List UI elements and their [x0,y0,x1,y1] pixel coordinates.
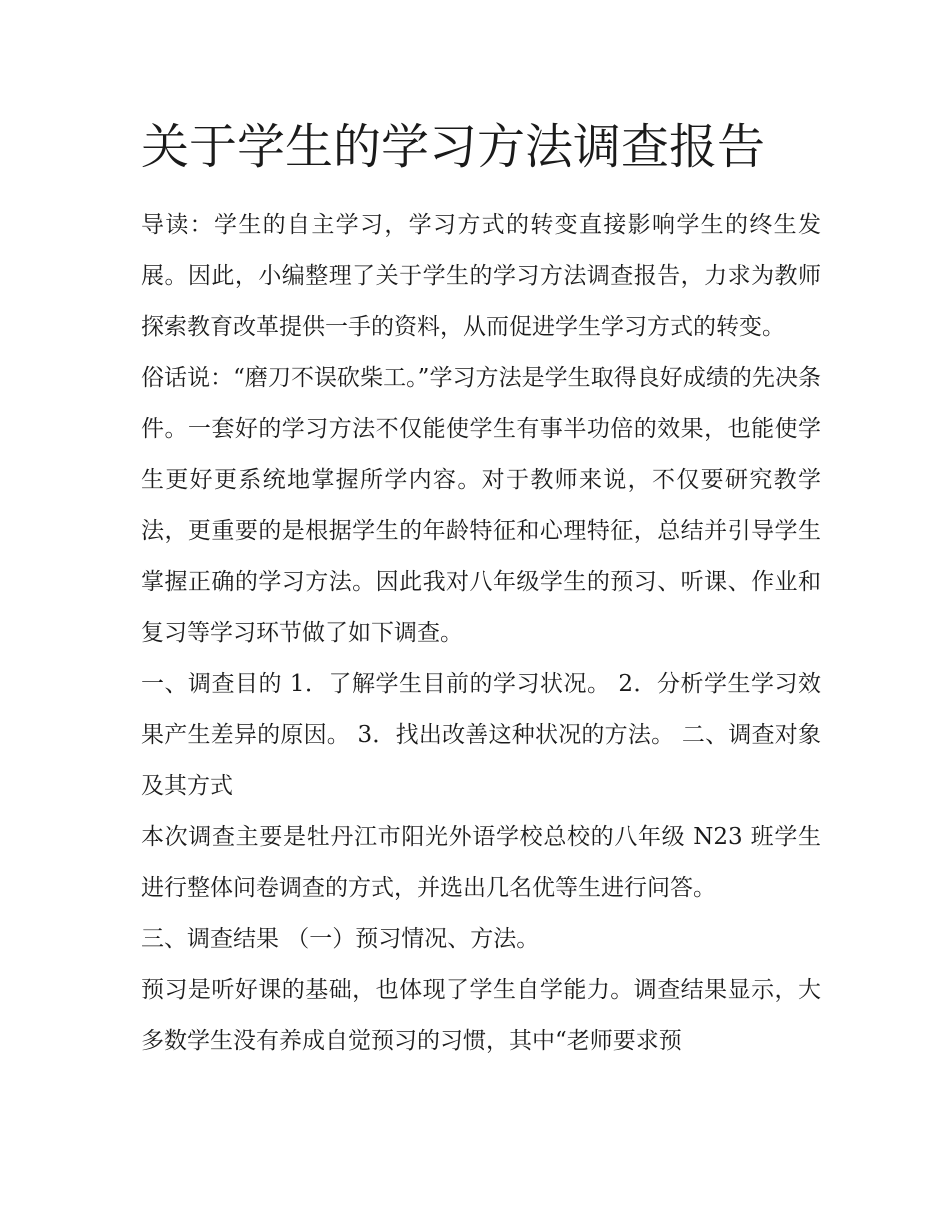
intro-paragraph: 导读：学生的自主学习，学习方式的转变直接影响学生的终生发展。因此，小编整理了关于学生的学习方法调查报告，力求为教师探索教育改革提供一手的资料，从而促进学生学习方式的转变。 [141,212,821,340]
document-title: 关于学生的学习方法调查报告 [141,119,766,175]
preview-paragraph: 预习是听好课的基础，也体现了学生自学能力。调查结果显示，大多数学生没有养成自觉预习的习惯，其中“老师要求预 [141,977,821,1054]
section-one-paragraph: 一、调查目的 1．了解学生目前的学习状况。 2．分析学生学习效果产生差异的原因。 3．找出改善这种状况的方法。 二、调查对象及其方式 [141,671,821,799]
section-three-heading: 三、调查结果 （一）预习情况、方法。 [141,926,540,952]
survey-subject-paragraph: 本次调查主要是牡丹江市阳光外语学校总校的八年级 N23 班学生进行整体问卷调查的方式，并选出几名优等生进行问答。 [141,824,821,901]
body-paragraph: 俗话说：“磨刀不误砍柴工。”学习方法是学生取得良好成绩的先决条件。一套好的学习方法不仅能使学生有事半功倍的效果，也能使学生更好更系统地掌握所学内容。对于教师来说，不仅要研究教学法，更重要的是根据学生的年龄特征和心理特征，总结并引导学生掌握正确的学习方法。因此我对八年级学生的预习、听课、作业和复习等学习环节做了如下调查。 [141,365,821,646]
document-body [141,200,821,1067]
